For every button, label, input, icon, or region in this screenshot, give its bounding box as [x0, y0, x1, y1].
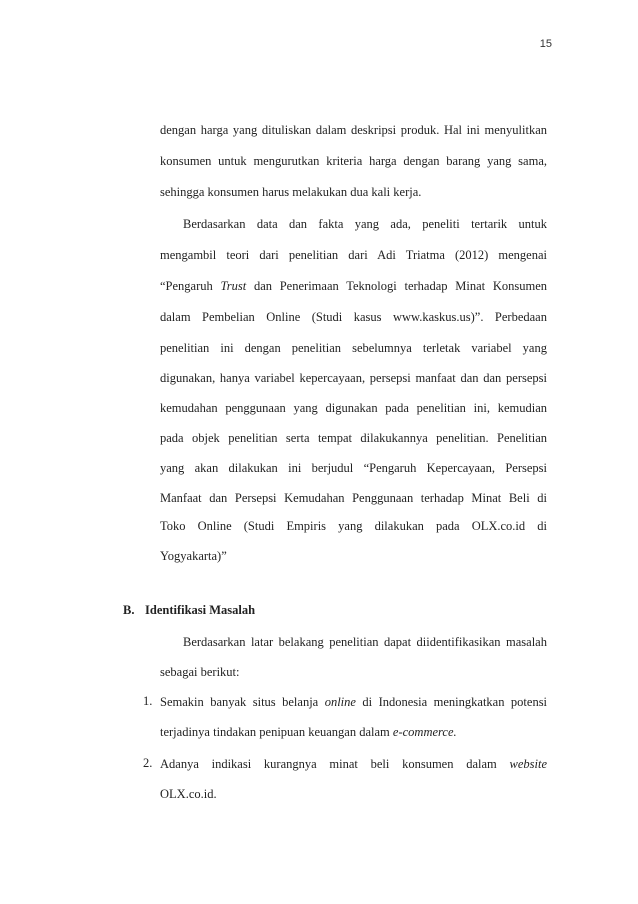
text-line: digunakan, hanya variabel kepercayaan, persepsi manfaat dan dan persepsi	[160, 371, 547, 385]
text-line: Berdasarkan data dan fakta yang ada, peneliti tertarik untuk	[183, 217, 547, 231]
text-line: yang akan dilakukan ini berjudul “Pengaruh Kepercayaan, Persepsi	[160, 461, 547, 475]
list-item-line	[160, 694, 547, 710]
text-run: Adanya indikasi kurangnya minat beli konsumen dalam	[160, 757, 497, 771]
text-run: terjadinya tindakan penipuan keuangan dalam	[160, 725, 390, 739]
list-item-line	[160, 724, 547, 740]
italic-term: website	[509, 757, 547, 771]
list-item-line: OLX.co.id.	[160, 787, 217, 801]
text-line: sehingga konsumen harus melakukan dua kali kerja.	[160, 185, 422, 199]
italic-term: online	[324, 695, 356, 709]
text-line: Yogyakarta)”	[160, 549, 227, 563]
text-line: Toko Online (Studi Empiris yang dilakukan pada OLX.co.id di	[160, 519, 547, 533]
text-run: di Indonesia meningkatkan potensi	[362, 695, 548, 709]
list-number: 1.	[143, 694, 153, 708]
italic-term: e-commerce.	[392, 725, 457, 739]
page-number: 15	[539, 38, 552, 50]
text-run: Semakin banyak situs belanja	[160, 695, 319, 709]
text-line: sebagai berikut:	[160, 665, 240, 679]
text-line: dengan harga yang dituliskan dalam deskripsi produk. Hal ini menyulitkan	[160, 123, 547, 137]
list-item-line	[160, 756, 547, 772]
text-line: Manfaat dan Persepsi Kemudahan Penggunaan terhadap Minat Beli di	[160, 491, 547, 505]
text-line: penelitian ini dengan penelitian sebelumnya terletak variabel yang	[160, 341, 547, 355]
text-line	[160, 278, 547, 294]
text-line: Berdasarkan latar belakang penelitian dapat diidentifikasikan masalah	[183, 635, 547, 649]
text-run: dan Penerimaan Teknologi terhadap Minat Konsumen	[253, 279, 547, 293]
text-line: mengambil teori dari penelitian dari Adi Triatma (2012) mengenai	[160, 248, 547, 262]
section-title: Identifikasi Masalah	[145, 603, 256, 617]
section-letter: B.	[123, 603, 135, 617]
text-run: “Pengaruh	[160, 279, 213, 293]
text-line: kemudahan penggunaan yang digunakan pada penelitian ini, kemudian	[160, 401, 547, 415]
list-number: 2.	[143, 756, 153, 770]
text-line: dalam Pembelian Online (Studi kasus www.kaskus.us)”. Perbedaan	[160, 310, 547, 324]
text-line: konsumen untuk mengurutkan kriteria harga dengan barang yang sama,	[160, 154, 547, 168]
section-heading	[123, 603, 255, 618]
text-line: pada objek penelitian serta tempat dilakukannya penelitian. Penelitian	[160, 431, 547, 445]
italic-term: Trust	[220, 279, 247, 293]
